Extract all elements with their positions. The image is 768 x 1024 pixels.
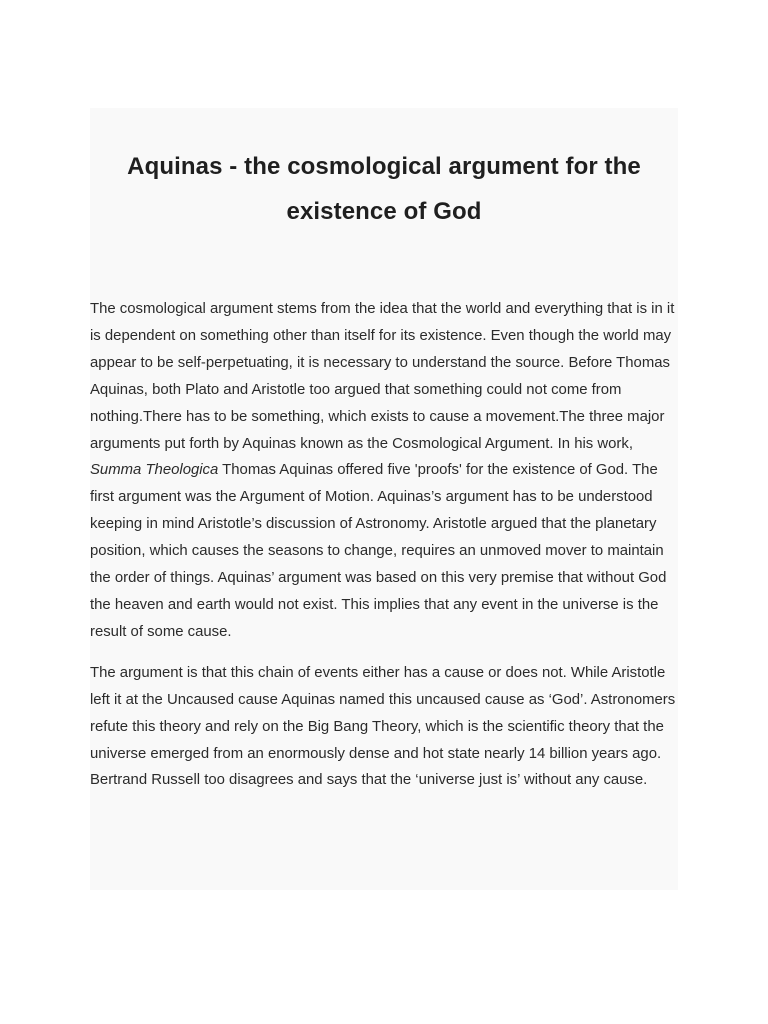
paragraph-2: The argument is that this chain of events either has a cause or does not. While Aristotle left it at the Uncaused cause Aquinas named this uncaused cause as ‘God’. Astronomers refute this theory and rely on the Big Bang Theory, which is the scientific theory that the universe emerged from an enormously dense and hot state nearly 14 billion years ago. Bertrand Russell too disagrees and says that the ‘universe just is’ without any cause. [90,664,676,789]
paragraph-1 [90,296,678,646]
page-title: Aquinas - the cosmological argument for the existence of God [127,153,641,225]
paragraph-1-text-b: Thomas Aquinas offered five 'proofs' for the existence of God. The first argument was the Argument of Motion. Aquinas’s argument has to be understood keeping in mind Aristotle’s discussion of Astronomy. Aristotle argued that the planetary position, which causes the seasons to change, requires an unmoved mover to maintain the order of things. Aquinas’ argument was based on this very premise that without God the heaven and earth would not exist. This implies that any event in the universe is the result of some cause. [90,462,667,640]
paragraph-1-text-a: The cosmological argument stems from the idea that the world and everything that is in it is dependent on something other than itself for its existence. Even though the world may appear to be self-perpetuating, it is necessary to understand the source. Before Thomas Aquinas, both Plato and Aristotle too argued that something could not come from nothing.There has to be something, which exists to cause a movement.The three major arguments put forth by Aquinas known as the Cosmological Argument. In his work, [90,301,675,452]
content-panel [90,108,678,890]
book-title-italic: Summa Theologica [90,462,219,479]
article-body [90,296,678,794]
